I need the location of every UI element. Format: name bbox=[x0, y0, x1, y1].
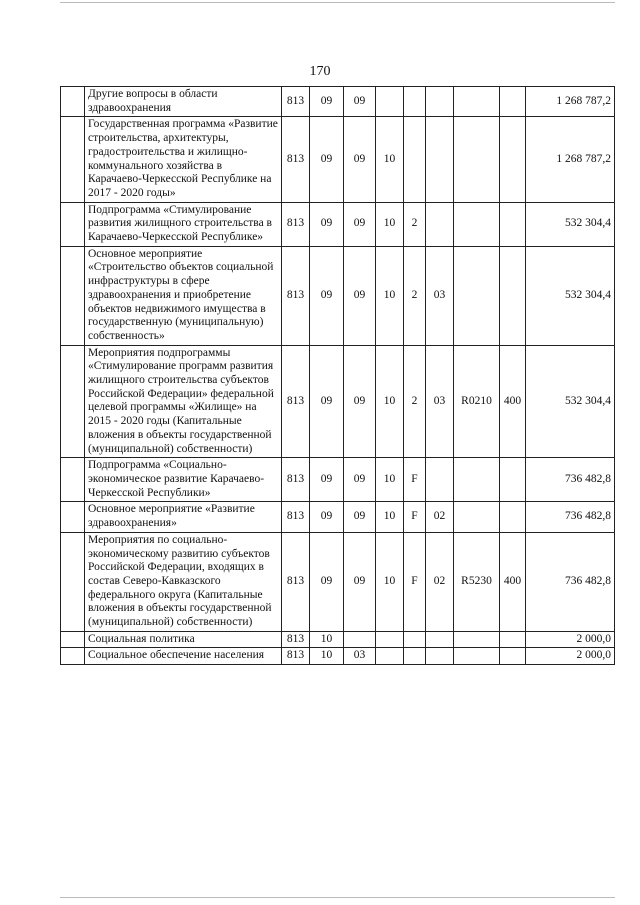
direction-code bbox=[454, 117, 500, 202]
program-code: 10 bbox=[376, 532, 404, 631]
subsection-code: 09 bbox=[344, 246, 376, 345]
measure-code bbox=[426, 117, 454, 202]
section-code: 10 bbox=[310, 631, 344, 648]
direction-code bbox=[454, 246, 500, 345]
amount: 532 304,4 bbox=[526, 345, 615, 458]
page-number: 170 bbox=[309, 64, 331, 79]
program-code bbox=[376, 631, 404, 648]
measure-code: 03 bbox=[426, 345, 454, 458]
measure-code bbox=[426, 648, 454, 665]
subprogram-code bbox=[404, 87, 426, 117]
subsection-code: 09 bbox=[344, 202, 376, 246]
table-row bbox=[61, 532, 615, 631]
section-code: 09 bbox=[310, 202, 344, 246]
section-code: 09 bbox=[310, 502, 344, 532]
subsection-code: 03 bbox=[344, 648, 376, 665]
program-code bbox=[376, 87, 404, 117]
program-code: 10 bbox=[376, 202, 404, 246]
table-row bbox=[61, 87, 615, 117]
row-number-cell bbox=[61, 117, 85, 202]
bottom-edge-line bbox=[60, 897, 615, 898]
section-code: 09 bbox=[310, 532, 344, 631]
measure-code bbox=[426, 458, 454, 502]
ministry-code: 813 bbox=[282, 246, 310, 345]
measure-code bbox=[426, 87, 454, 117]
ministry-code: 813 bbox=[282, 87, 310, 117]
subprogram-code: 2 bbox=[404, 345, 426, 458]
amount: 532 304,4 bbox=[526, 246, 615, 345]
expense-type-code bbox=[500, 648, 526, 665]
budget-item-name: Социальная политика bbox=[85, 631, 282, 648]
expense-type-code bbox=[500, 117, 526, 202]
table-row bbox=[61, 117, 615, 202]
direction-code bbox=[454, 87, 500, 117]
expense-type-code: 400 bbox=[500, 345, 526, 458]
measure-code bbox=[426, 631, 454, 648]
section-code: 09 bbox=[310, 458, 344, 502]
expense-type-code bbox=[500, 502, 526, 532]
expense-type-code bbox=[500, 631, 526, 648]
subsection-code: 09 bbox=[344, 502, 376, 532]
subsection-code: 09 bbox=[344, 345, 376, 458]
row-number-cell bbox=[61, 202, 85, 246]
subsection-code: 09 bbox=[344, 532, 376, 631]
measure-code: 02 bbox=[426, 532, 454, 631]
row-number-cell bbox=[61, 345, 85, 458]
table-row bbox=[61, 648, 615, 665]
subprogram-code: F bbox=[404, 458, 426, 502]
subprogram-code: F bbox=[404, 502, 426, 532]
subprogram-code bbox=[404, 631, 426, 648]
top-edge-line bbox=[60, 2, 615, 3]
direction-code bbox=[454, 502, 500, 532]
amount: 2 000,0 bbox=[526, 631, 615, 648]
expense-type-code bbox=[500, 458, 526, 502]
expense-type-code bbox=[500, 87, 526, 117]
amount: 2 000,0 bbox=[526, 648, 615, 665]
subsection-code: 09 bbox=[344, 87, 376, 117]
table-row bbox=[61, 246, 615, 345]
subprogram-code: 2 bbox=[404, 246, 426, 345]
table-row bbox=[61, 345, 615, 458]
amount: 736 482,8 bbox=[526, 458, 615, 502]
measure-code: 03 bbox=[426, 246, 454, 345]
direction-code: R5230 bbox=[454, 532, 500, 631]
direction-code bbox=[454, 458, 500, 502]
budget-item-name: Мероприятия подпрограммы «Стимулирование программ развития жилищного строительства субъектов Российской Федерации» федеральной целевой программы «Жилище» на 2015 - 2020 годы (Капитальные вложения в объекты государственной (муниципальной) собственности) bbox=[85, 345, 282, 458]
ministry-code: 813 bbox=[282, 202, 310, 246]
subprogram-code bbox=[404, 648, 426, 665]
table-row bbox=[61, 631, 615, 648]
section-code: 10 bbox=[310, 648, 344, 665]
amount: 736 482,8 bbox=[526, 532, 615, 631]
row-number-cell bbox=[61, 648, 85, 665]
budget-table bbox=[60, 86, 615, 665]
table-row bbox=[61, 502, 615, 532]
program-code: 10 bbox=[376, 458, 404, 502]
subsection-code: 09 bbox=[344, 117, 376, 202]
budget-item-name: Подпрограмма «Социально-экономическое развитие Карачаево-Черкесской Республики» bbox=[85, 458, 282, 502]
budget-item-name: Основное мероприятие «Строительство объектов социальной инфраструктуры в сфере здравоохранения и приобретение объектов недвижимого имущества в государственную (муниципальную) собственность» bbox=[85, 246, 282, 345]
ministry-code: 813 bbox=[282, 631, 310, 648]
row-number-cell bbox=[61, 532, 85, 631]
amount: 532 304,4 bbox=[526, 202, 615, 246]
budget-item-name: Государственная программа «Развитие строительства, архитектуры, градостроительства и жилищно-коммунального хозяйства в Карачаево-Черкесской Республике на 2017 - 2020 годы» bbox=[85, 117, 282, 202]
table-row bbox=[61, 458, 615, 502]
program-code bbox=[376, 648, 404, 665]
direction-code bbox=[454, 631, 500, 648]
budget-item-name: Мероприятия по социально-экономическому развитию субъектов Российской Федерации, входящих в состав Северо-Кавказского федерального округа (Капитальные вложения в объекты государственной (муниципальной) собственности) bbox=[85, 532, 282, 631]
section-code: 09 bbox=[310, 345, 344, 458]
measure-code: 02 bbox=[426, 502, 454, 532]
section-code: 09 bbox=[310, 87, 344, 117]
row-number-cell bbox=[61, 502, 85, 532]
subprogram-code: 2 bbox=[404, 202, 426, 246]
direction-code bbox=[454, 648, 500, 665]
measure-code bbox=[426, 202, 454, 246]
ministry-code: 813 bbox=[282, 458, 310, 502]
budget-item-name: Основное мероприятие «Развитие здравоохранения» bbox=[85, 502, 282, 532]
row-number-cell bbox=[61, 458, 85, 502]
row-number-cell bbox=[61, 246, 85, 345]
budget-table-body bbox=[61, 87, 615, 665]
amount: 736 482,8 bbox=[526, 502, 615, 532]
subsection-code bbox=[344, 631, 376, 648]
subsection-code: 09 bbox=[344, 458, 376, 502]
program-code: 10 bbox=[376, 246, 404, 345]
table-row bbox=[61, 202, 615, 246]
expense-type-code: 400 bbox=[500, 532, 526, 631]
budget-item-name: Социальное обеспечение населения bbox=[85, 648, 282, 665]
row-number-cell bbox=[61, 631, 85, 648]
section-code: 09 bbox=[310, 117, 344, 202]
ministry-code: 813 bbox=[282, 532, 310, 631]
amount: 1 268 787,2 bbox=[526, 87, 615, 117]
subprogram-code bbox=[404, 117, 426, 202]
amount: 1 268 787,2 bbox=[526, 117, 615, 202]
row-number-cell bbox=[61, 87, 85, 117]
expense-type-code bbox=[500, 202, 526, 246]
budget-item-name: Другие вопросы в области здравоохранения bbox=[85, 87, 282, 117]
ministry-code: 813 bbox=[282, 117, 310, 202]
program-code: 10 bbox=[376, 345, 404, 458]
direction-code: R0210 bbox=[454, 345, 500, 458]
ministry-code: 813 bbox=[282, 345, 310, 458]
budget-item-name: Подпрограмма «Стимулирование развития жилищного строительства в Карачаево-Черкесской Республике» bbox=[85, 202, 282, 246]
ministry-code: 813 bbox=[282, 648, 310, 665]
ministry-code: 813 bbox=[282, 502, 310, 532]
program-code: 10 bbox=[376, 502, 404, 532]
program-code: 10 bbox=[376, 117, 404, 202]
subprogram-code: F bbox=[404, 532, 426, 631]
section-code: 09 bbox=[310, 246, 344, 345]
direction-code bbox=[454, 202, 500, 246]
expense-type-code bbox=[500, 246, 526, 345]
